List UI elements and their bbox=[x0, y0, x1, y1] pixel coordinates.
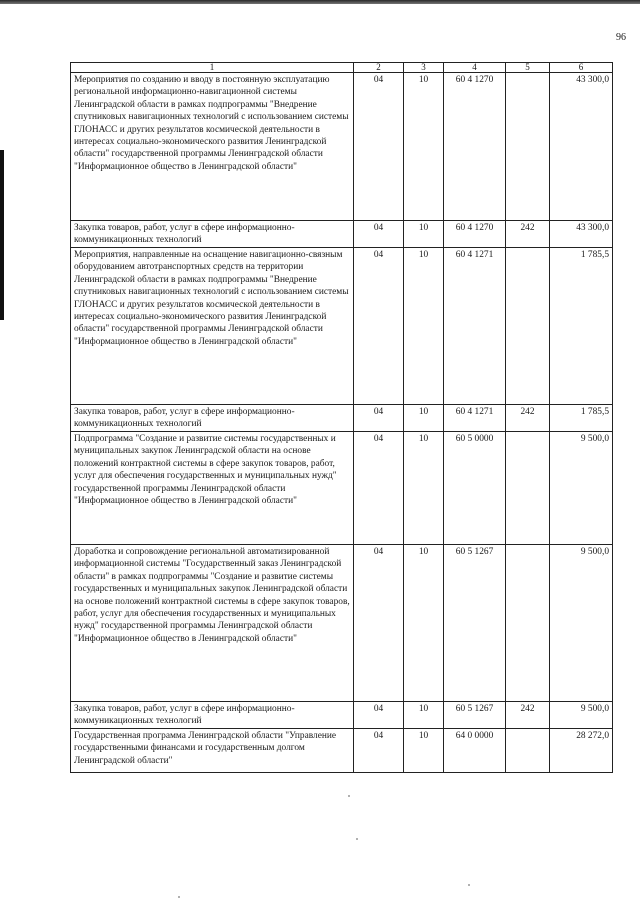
scan-speck bbox=[178, 896, 180, 898]
scan-speck bbox=[348, 795, 350, 797]
table-header-row bbox=[71, 63, 613, 73]
row-section: 04 bbox=[354, 702, 404, 729]
scan-speck bbox=[356, 838, 358, 840]
row-name: Государственная программа Ленинградской области "Управление государственными финансами и государственным долгом Ленинградской области" bbox=[71, 729, 354, 773]
row-expense-type bbox=[506, 248, 550, 405]
budget-table bbox=[70, 62, 613, 773]
header-col-4: 4 bbox=[444, 63, 506, 73]
row-name: Закупка товаров, работ, услуг в сфере информационно-коммуникационных технологий bbox=[71, 702, 354, 729]
row-amount: 28 272,0 bbox=[550, 729, 613, 773]
row-name: Закупка товаров, работ, услуг в сфере информационно-коммуникационных технологий bbox=[71, 221, 354, 248]
row-target-article: 64 0 0000 bbox=[444, 729, 506, 773]
row-section: 04 bbox=[354, 432, 404, 545]
row-expense-type bbox=[506, 545, 550, 702]
table-row bbox=[71, 405, 613, 432]
table-row bbox=[71, 545, 613, 702]
row-target-article: 60 5 1267 bbox=[444, 702, 506, 729]
row-subsection: 10 bbox=[404, 545, 444, 702]
row-amount: 9 500,0 bbox=[550, 702, 613, 729]
row-name: Подпрограмма "Создание и развитие системы государственных и муниципальных закупок Ленинградской области на основе положений контрактной системы в сфере закупок товаров, работ, услуг для обеспечения государственных и муниципальных нужд" государственной программы Ленинградской области "Информационное общество в Ленинградской области" bbox=[71, 432, 354, 545]
page-number: 96 bbox=[616, 32, 626, 43]
row-section: 04 bbox=[354, 248, 404, 405]
row-expense-type bbox=[506, 432, 550, 545]
row-expense-type bbox=[506, 73, 550, 221]
row-expense-type bbox=[506, 729, 550, 773]
row-name: Доработка и сопровождение региональной автоматизированной информационной системы "Государственный заказ Ленинградской области" в рамках подпрограммы "Создание и развитие системы государственных и муниципальных закупок Ленинградской области на основе положений контрактной системы в сфере закупок товаров, работ, услуг для обеспечения государственных и муниципальных нужд" государственной программы Ленинградской области "Информационное общество в Ленинградской области" bbox=[71, 545, 354, 702]
row-amount: 1 785,5 bbox=[550, 405, 613, 432]
row-subsection: 10 bbox=[404, 73, 444, 221]
row-target-article: 60 4 1271 bbox=[444, 405, 506, 432]
row-target-article: 60 4 1271 bbox=[444, 248, 506, 405]
row-section: 04 bbox=[354, 405, 404, 432]
row-subsection: 10 bbox=[404, 221, 444, 248]
row-subsection: 10 bbox=[404, 405, 444, 432]
row-subsection: 10 bbox=[404, 248, 444, 405]
header-col-1: 1 bbox=[71, 63, 354, 73]
row-amount: 43 300,0 bbox=[550, 73, 613, 221]
row-amount: 1 785,5 bbox=[550, 248, 613, 405]
table-row bbox=[71, 248, 613, 405]
row-expense-type: 242 bbox=[506, 221, 550, 248]
scan-edge-left bbox=[0, 150, 4, 320]
table-row bbox=[71, 702, 613, 729]
row-name: Закупка товаров, работ, услуг в сфере информационно-коммуникационных технологий bbox=[71, 405, 354, 432]
row-expense-type: 242 bbox=[506, 405, 550, 432]
row-amount: 9 500,0 bbox=[550, 545, 613, 702]
scan-edge-top bbox=[0, 0, 640, 4]
row-subsection: 10 bbox=[404, 702, 444, 729]
row-amount: 9 500,0 bbox=[550, 432, 613, 545]
table-row bbox=[71, 221, 613, 248]
row-amount: 43 300,0 bbox=[550, 221, 613, 248]
row-name: Мероприятия по созданию и вводу в постоянную эксплуатацию региональной информационно-навигационной системы Ленинградской области в рамках подпрограммы "Внедрение спутниковых навигационных технологий с использованием системы ГЛОНАСС и других результатов космической деятельности в интересах социально-экономического развития Ленинградской области" государственной программы Ленинградской области "Информационное общество в Ленинградской области" bbox=[71, 73, 354, 221]
row-subsection: 10 bbox=[404, 729, 444, 773]
header-col-3: 3 bbox=[404, 63, 444, 73]
row-section: 04 bbox=[354, 545, 404, 702]
row-section: 04 bbox=[354, 73, 404, 221]
row-section: 04 bbox=[354, 221, 404, 248]
row-section: 04 bbox=[354, 729, 404, 773]
header-col-5: 5 bbox=[506, 63, 550, 73]
row-target-article: 60 4 1270 bbox=[444, 221, 506, 248]
table-row bbox=[71, 729, 613, 773]
header-col-6: 6 bbox=[550, 63, 613, 73]
row-target-article: 60 4 1270 bbox=[444, 73, 506, 221]
row-target-article: 60 5 0000 bbox=[444, 432, 506, 545]
header-col-2: 2 bbox=[354, 63, 404, 73]
row-name: Мероприятия, направленные на оснащение навигационно-связным оборудованием автотранспортных средств на территории Ленинградской области в рамках подпрограммы "Внедрение спутниковых навигационных технологий с использованием системы ГЛОНАСС и других результатов космической деятельности в интересах социально-экономического развития Ленинградской области" государственной программы Ленинградской области "Информационное общество в Ленинградской области" bbox=[71, 248, 354, 405]
table-row bbox=[71, 432, 613, 545]
row-target-article: 60 5 1267 bbox=[444, 545, 506, 702]
row-subsection: 10 bbox=[404, 432, 444, 545]
row-expense-type: 242 bbox=[506, 702, 550, 729]
scan-speck bbox=[468, 884, 470, 886]
table-row bbox=[71, 73, 613, 221]
